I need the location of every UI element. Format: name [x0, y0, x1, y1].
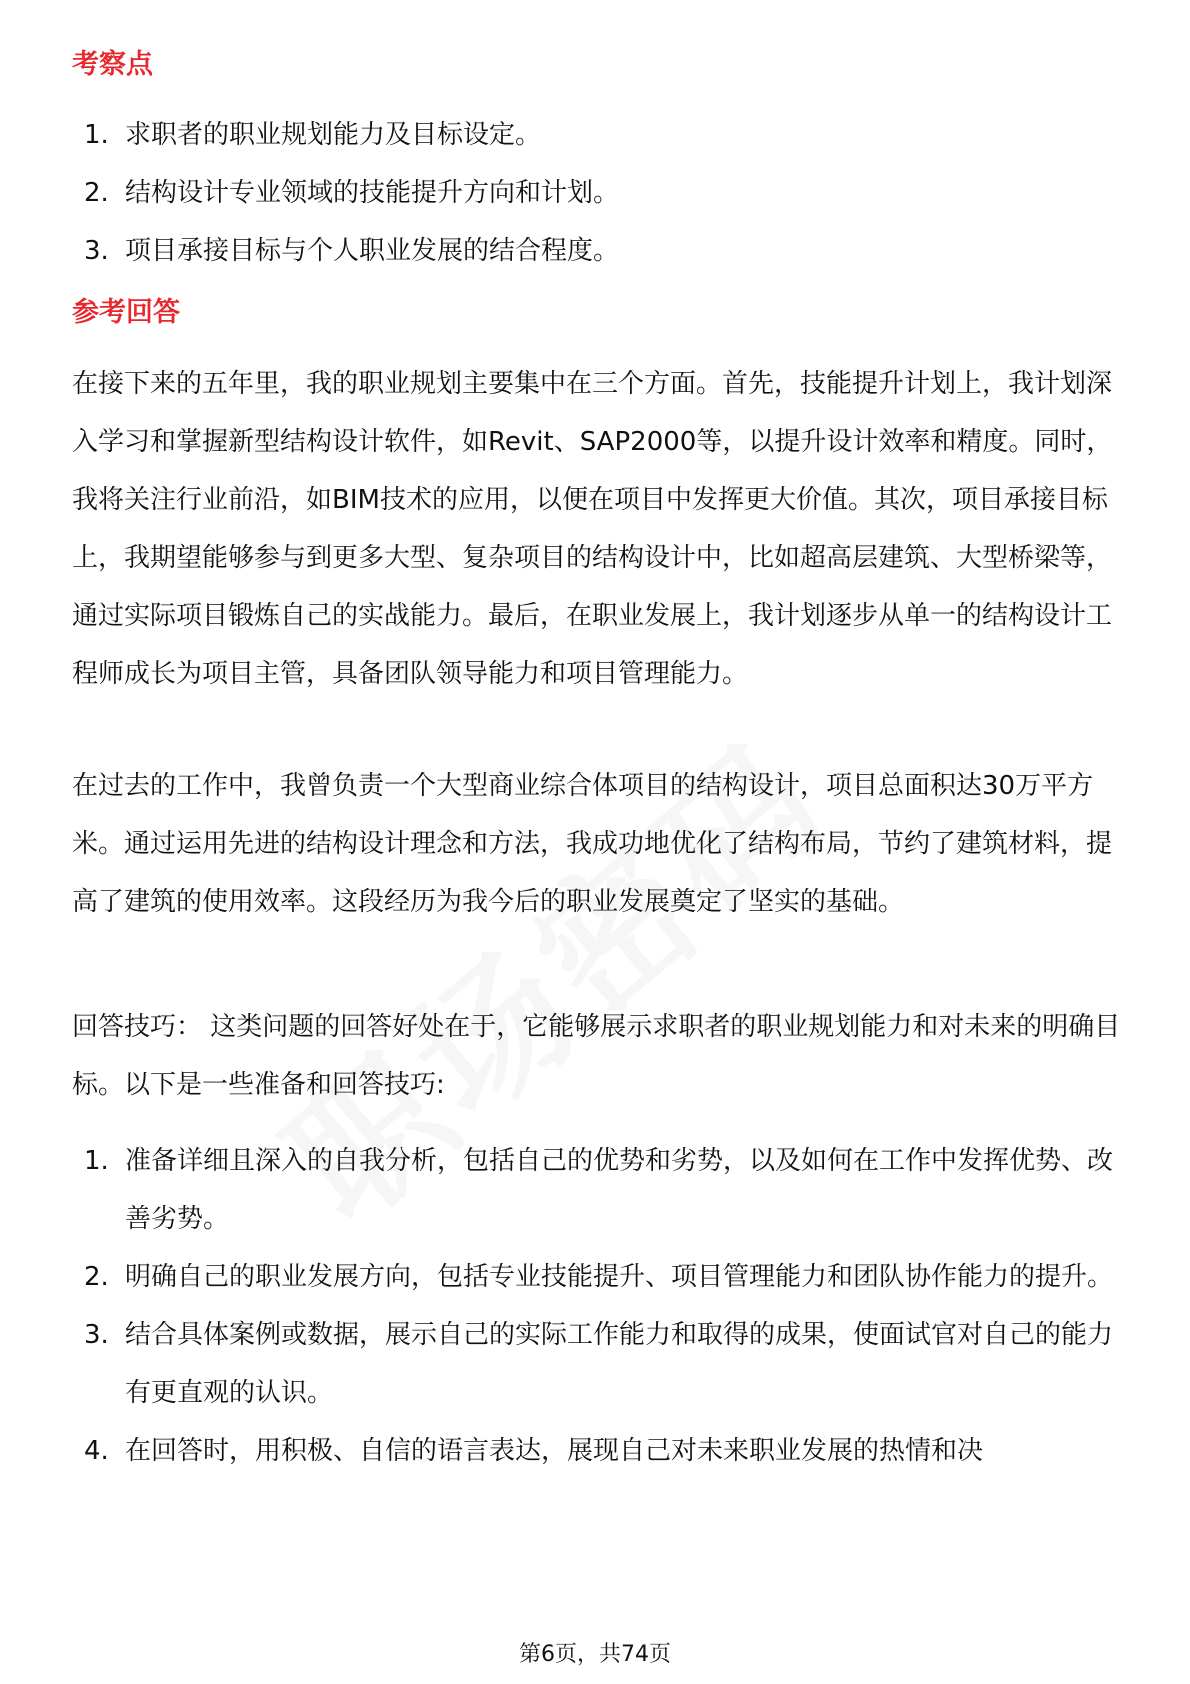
list-item-text: 在回答时，用积极、自信的语言表达，展现自己对未来职业发展的热情和决: [125, 1436, 984, 1466]
list-item-number: 1.: [84, 1146, 109, 1176]
page-number-footer: 第6页，共74页: [519, 1642, 671, 1667]
list-item-text: 结合具体案例或数据，展示自己的实际工作能力和取得的成果，使面试官对自己的能力有更直观的认识。: [125, 1320, 1114, 1408]
list-item-text: 准备详细且深入的自我分析，包括自己的优势和劣势，以及如何在工作中发挥优势、改善劣势。: [125, 1146, 1114, 1234]
list-item: [72, 222, 1122, 280]
list-item-text: 求职者的职业规划能力及目标设定。: [125, 120, 542, 150]
list-item: [72, 106, 1122, 164]
list-item: [72, 1306, 1122, 1422]
answer-tips-list: [72, 1132, 1122, 1480]
list-item: [72, 164, 1122, 222]
exam-points-list: [72, 106, 1122, 280]
list-item: [72, 1248, 1122, 1306]
list-item-number: 4.: [84, 1436, 109, 1466]
list-item-number: 3.: [84, 1320, 109, 1350]
section-heading-exam-points: 考察点: [72, 49, 153, 80]
answer-paragraph-1: 在接下来的五年里，我的职业规划主要集中在三个方面。首先，技能提升计划上，我计划深入学习和掌握新型结构设计软件，如Revit、SAP2000等，以提升设计效率和精度。同时，我将关注行业前沿，如BIM技术的应用，以便在项目中发挥更大价值。其次，项目承接目标上，我期望能够参与到更多大型、复杂项目的结构设计中，比如超高层建筑、大型桥梁等，通过实际项目锻炼自己的实战能力。最后，在职业发展上，我计划逐步从单一的结构设计工程师成长为项目主管，具备团队领导能力和项目管理能力。: [72, 369, 1113, 689]
answer-paragraph-2: 在过去的工作中，我曾负责一个大型商业综合体项目的结构设计，项目总面积达30万平方米。通过运用先进的结构设计理念和方法，我成功地优化了结构布局，节约了建筑材料，提高了建筑的使用效率。这段经历为我今后的职业发展奠定了坚实的基础。: [72, 771, 1113, 917]
list-item-number: 1.: [84, 120, 109, 150]
list-item-text: 项目承接目标与个人职业发展的结合程度。: [125, 236, 620, 266]
list-item-number: 2.: [84, 1262, 109, 1292]
list-item-text: 明确自己的职业发展方向，包括专业技能提升、项目管理能力和团队协作能力的提升。: [125, 1262, 1114, 1292]
list-item: [72, 1132, 1122, 1248]
list-item-number: 3.: [84, 236, 109, 266]
list-item-text: 结构设计专业领域的技能提升方向和计划。: [125, 178, 620, 208]
answer-tips-intro: 回答技巧： 这类问题的回答好处在于，它能够展示求职者的职业规划能力和对未来的明确目标。以下是一些准备和回答技巧:: [72, 1012, 1121, 1100]
list-item: [72, 1422, 1122, 1480]
section-heading-reference-answer: 参考回答: [72, 297, 180, 328]
list-item-number: 2.: [84, 178, 109, 208]
